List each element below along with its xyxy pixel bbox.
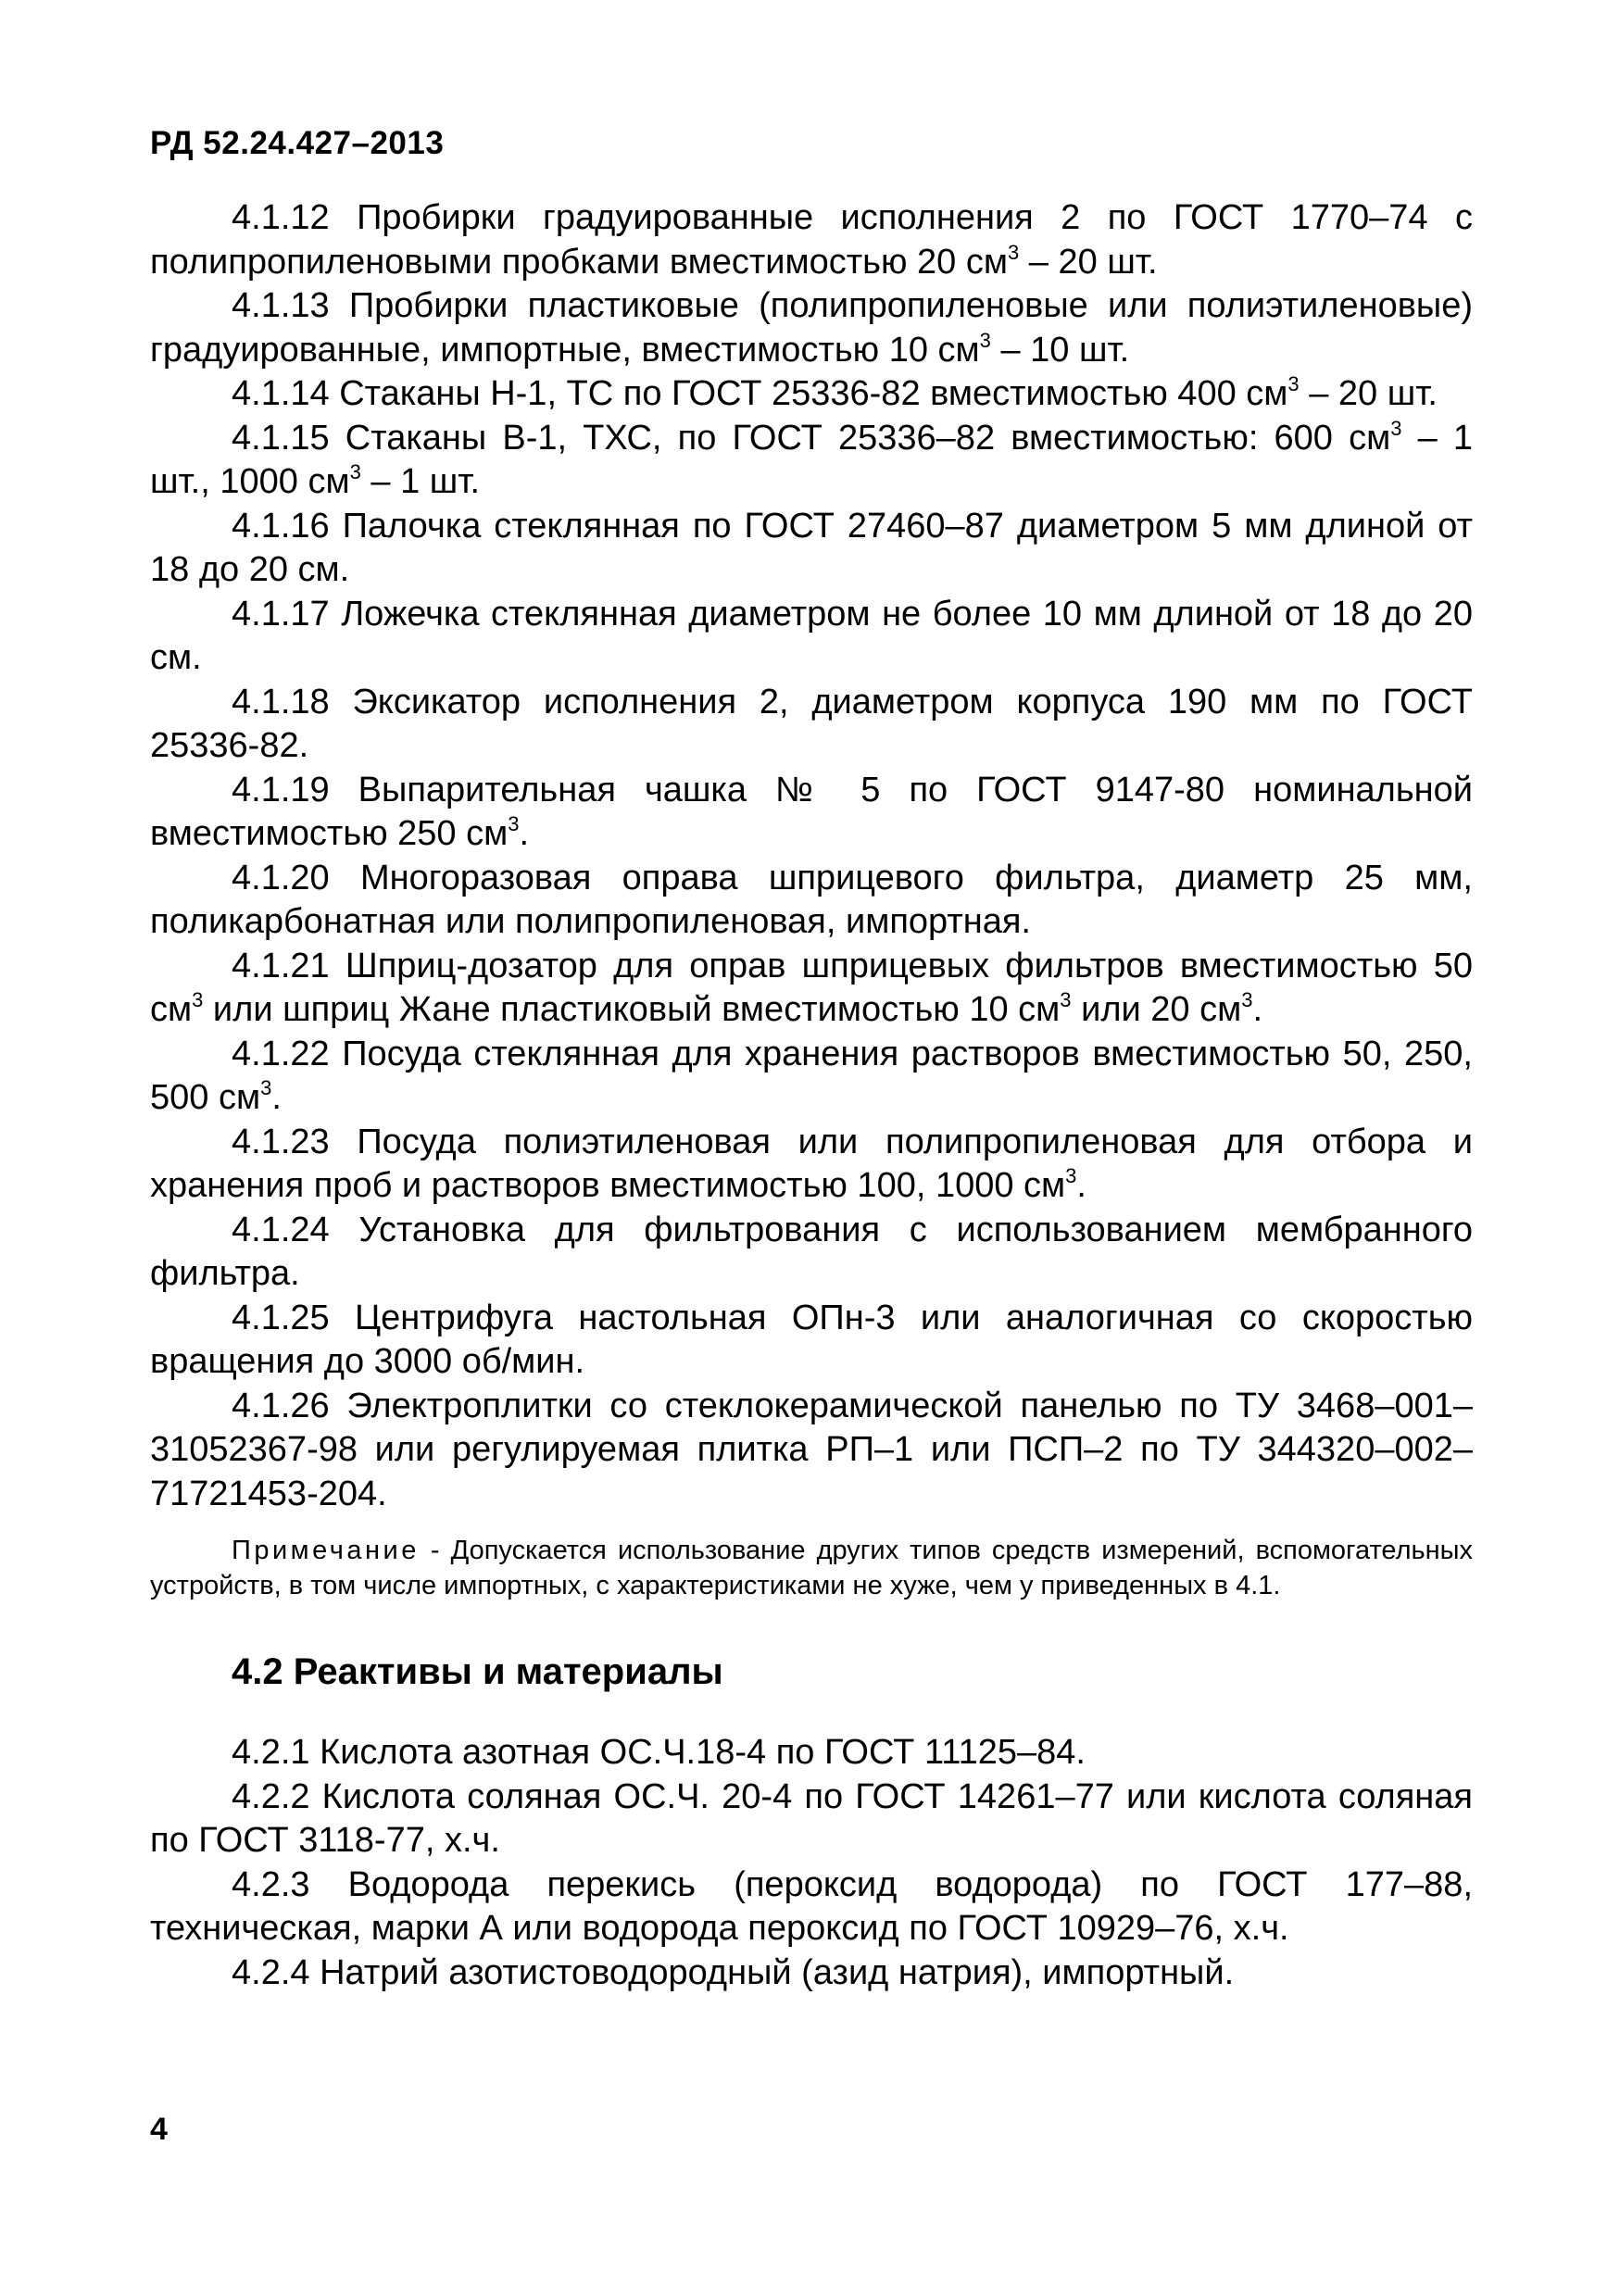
equipment-item [150,593,1473,681]
item-text: или 20 см [1071,990,1242,1029]
superscript: 3 [1241,988,1253,1011]
item-text: 4.1.19 Выпарительная чашка № 5 по ГОСТ 9147-80 номинальной вместимостью 250 см [150,770,1473,853]
note-text: - Допускается использование других типов средств измерений, вспомогательных устройств, в том числе импортных, с характеристиками не хуже, чем у приведенных в 4.1. [150,1536,1473,1600]
reagent-item: 4.2.1 Кислота азотная ОС.Ч.18-4 по ГОСТ 11125–84. [232,1733,1086,1772]
item-text: 4.1.22 Посуда стеклянная для хранения растворов вместимостью 50, 250, 500 см [150,1034,1473,1117]
page-number: 4 [150,2112,168,2147]
item-text: 4.1.16 Палочка стеклянная по ГОСТ 27460–87 диаметром 5 мм длиной от 18 до 20 см. [150,506,1473,589]
item-text: или шприц Жане пластиковый вместимостью 10 см [203,990,1061,1029]
superscript: 3 [192,988,204,1011]
item-text: 4.1.15 Стаканы В-1, ТХС, по ГОСТ 25336–82 вместимостью: 600 см [232,418,1391,458]
item-text: 4.1.24 Установка для фильтрования с использованием мембранного фильтра. [150,1210,1473,1293]
note-block [150,1533,1473,1603]
equipment-item [150,945,1473,1033]
equipment-item [150,681,1473,769]
item-text: . [271,1078,282,1117]
equipment-item [150,1209,1473,1297]
equipment-item [150,1297,1473,1385]
section-heading: 4.2 Реактивы и материалы [232,1651,723,1692]
item-text: 4.1.26 Электроплитки со стеклокерамической панелью по ТУ 3468–001–31052367-98 или регулируемая плитка РП–1 или ПСП–2 по ТУ 344320–002–71721453-204. [150,1386,1473,1513]
equipment-item [150,417,1473,505]
reagent-item: 4.2.2 Кислота соляная ОС.Ч. 20-4 по ГОСТ 14261–77 или кислота соляная по ГОСТ 3118-77, х.ч. [150,1776,1473,1860]
equipment-item [150,1385,1473,1517]
superscript: 3 [508,812,520,835]
item-text: – 1 шт., 1000 см [150,418,1473,501]
item-text: 4.1.14 Стаканы Н-1, ТС по ГОСТ 25336-82 вместимостью 400 см [232,374,1288,413]
item-text: – 20 шт. [1019,242,1158,282]
item-text: 4.1.20 Многоразовая оправа шприцевого фильтра, диаметр 25 мм, поликарбонатная или полипропиленовая, импортная. [150,858,1473,941]
equipment-item [150,505,1473,593]
item-text: 4.1.18 Эксикатор исполнения 2, диаметром корпуса 190 мм по ГОСТ 25336-82. [150,682,1473,765]
item-text: 4.1.17 Ложечка стеклянная диаметром не более 10 мм длиной от 18 до 20 см. [150,594,1473,677]
equipment-list [150,196,1473,1516]
superscript: 3 [1287,372,1300,395]
equipment-item [150,857,1473,945]
item-text: 4.1.12 Пробирки градуированные исполнения 2 по ГОСТ 1770–74 с полипропиленовыми пробками вместимостью 20 см [150,198,1473,282]
superscript: 3 [1065,1164,1077,1187]
item-text: – 10 шт. [990,330,1130,370]
superscript: 3 [349,460,361,483]
superscript: 3 [1008,240,1020,264]
reagent-item: 4.2.4 Натрий азотистоводородный (азид натрия), импортный. [232,1952,1235,1992]
equipment-item [150,1033,1473,1121]
item-text: – 1 шт. [360,462,481,501]
note-label: Примечание [232,1536,420,1565]
item-text: 4.1.25 Центрифуга настольная ОПн-3 или аналогичная со скоростью вращения до 3000 об/мин. [150,1298,1473,1381]
superscript: 3 [1060,988,1072,1011]
document-code-header: РД 52.24.427–2013 [150,125,445,161]
item-text: . [1076,1166,1086,1205]
page-content [150,196,1473,1995]
equipment-item [150,1121,1473,1209]
equipment-item [150,372,1473,417]
reagents-list [150,1731,1473,1995]
item-text: 4.1.13 Пробирки пластиковые (полипропиленовые или полиэтиленовые) градуированные, импортные, вместимостью 10 см [150,286,1473,370]
item-text: . [519,814,530,853]
reagent-item: 4.2.3 Водорода перекись (пероксид водорода) по ГОСТ 177–88, техническая, марки А или водорода пероксид по ГОСТ 10929–76, х.ч. [150,1864,1473,1948]
superscript: 3 [979,328,991,352]
item-text: . [1252,990,1263,1029]
item-text: 4.1.21 Шприц-дозатор для оправ шприцевых фильтров вместимостью 50 см [150,946,1473,1029]
equipment-item [150,284,1473,372]
item-text: 4.1.23 Посуда полиэтиленовая или полипропиленовая для отбора и хранения проб и растворов вместимостью 100, 1000 см [150,1122,1473,1205]
item-text: – 20 шт. [1299,374,1438,413]
equipment-item [150,769,1473,857]
superscript: 3 [1390,416,1402,440]
superscript: 3 [260,1076,272,1099]
equipment-item [150,196,1473,284]
